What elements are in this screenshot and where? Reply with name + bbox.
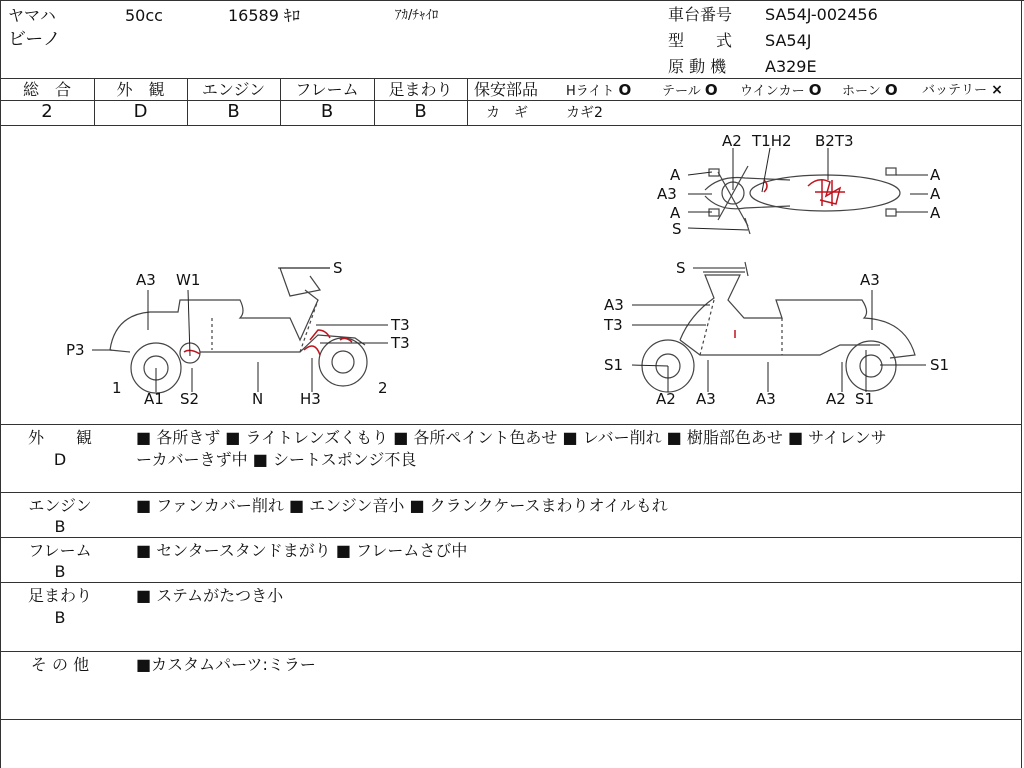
label-right-A3-top: A3 (860, 271, 880, 289)
engine-grade-value: B (227, 101, 240, 122)
label-right-S: S (676, 259, 686, 277)
label-top-A3: A3 (657, 185, 677, 203)
safety-item-mark: O (618, 81, 632, 99)
engine-code-label: 原 動 機 (668, 57, 727, 76)
label-left-T3-a: T3 (391, 316, 410, 334)
label-left-N: N (252, 390, 264, 408)
label-top-A-2: A (670, 204, 681, 222)
label-right-A3-a: A3 (604, 296, 624, 314)
total-grade-value: 2 (41, 101, 53, 122)
safety-parts-label: 保安部品 (474, 80, 539, 99)
suspension-grade-value: B (414, 101, 427, 122)
label-left-T3-b: T3 (391, 334, 410, 352)
total-grade-label: 総 合 (22, 80, 71, 99)
safety-item-name: バッテリー (922, 83, 988, 98)
label-top-B2T3: B2T3 (815, 132, 854, 150)
label-left-W1: W1 (176, 271, 201, 289)
label-top-A2: A2 (722, 132, 742, 150)
note-label-frame: フレーム (28, 541, 92, 560)
label-left-2: 2 (378, 379, 388, 397)
displacement: 50cc (125, 6, 163, 25)
note-text-exterior-2: ーカバーきず中 ■ シートスポンジ不良 (136, 450, 417, 469)
scooter-top-view (705, 166, 900, 234)
frame-grade-label: フレーム (295, 80, 359, 99)
label-right-S1-c: S1 (855, 390, 875, 408)
frame-grade-value: B (320, 101, 334, 122)
label-right-A2-a: A2 (656, 390, 676, 408)
note-text-suspension: ■ ステムがたつき小 (136, 586, 284, 605)
label-right-T3: T3 (604, 316, 623, 334)
label-top-S: S (672, 220, 682, 238)
engine-grade-label: エンジン (201, 80, 266, 99)
exterior-grade-value: D (133, 101, 148, 122)
label-right-A3-b: A3 (696, 390, 716, 408)
note-text-frame: ■ センタースタンドまがり ■ フレームさび中 (136, 541, 468, 560)
note-text-other: ■カスタムパーツ:ミラー (136, 655, 316, 674)
label-right-A2-b: A2 (826, 390, 846, 408)
exterior-grade-label: 外 観 (116, 80, 165, 99)
note-grade-frame: B (54, 562, 66, 581)
note-grade-exterior: D (53, 450, 67, 469)
safety-item-name: ホーン (842, 84, 881, 99)
label-top-A-4: A (930, 185, 941, 203)
maker-name: ヤマハ (8, 6, 56, 25)
suspension-grade-label: 足まわり (388, 80, 453, 99)
label-top-A-5: A (930, 204, 941, 222)
safety-item-mark: × (991, 82, 1003, 98)
safety-item-mark: O (704, 81, 718, 99)
color: ｱｶ/ﾁｬｲﾛ (395, 8, 439, 23)
label-right-S1-a: S1 (604, 356, 624, 374)
label-right-A3-c: A3 (756, 390, 776, 408)
key-value: カギ2 (566, 105, 603, 121)
label-left-1: 1 (112, 379, 122, 397)
safety-item-name: テール (662, 84, 701, 99)
safety-item-name: ウインカー (740, 84, 805, 99)
note-text-exterior-1: ■ 各所きず ■ ライトレンズくもり ■ 各所ペイント色あせ ■ レバー削れ ■ 樹脂部色あせ ■ サイレンサ (136, 428, 887, 447)
label-top-T1H2: T1H2 (752, 132, 792, 150)
safety-item-mark: O (884, 81, 898, 99)
label-left-S: S (333, 259, 343, 277)
frame-number-label: 車台番号 (668, 5, 733, 24)
label-left-A3: A3 (136, 271, 156, 289)
frame-number-value: SA54J-002456 (765, 5, 878, 24)
label-left-H3: H3 (300, 390, 321, 408)
mileage: 16589 ｷﾛ (228, 6, 300, 25)
model-type-label: 型 式 (668, 31, 733, 50)
label-left-A1: A1 (144, 390, 164, 408)
model-type-value: SA54J (765, 31, 812, 50)
note-label-suspension: 足まわり (27, 586, 92, 605)
safety-item-name: Hライト (566, 84, 615, 99)
note-label-other: そ の 他 (30, 655, 90, 674)
key-label: カ ギ (486, 105, 528, 121)
label-right-S1-b: S1 (930, 356, 950, 374)
note-label-engine: エンジン (28, 496, 92, 515)
engine-code-value: A329E (765, 57, 817, 76)
label-top-A-1: A (670, 166, 681, 184)
label-left-S2: S2 (180, 390, 200, 408)
label-top-A-3: A (930, 166, 941, 184)
note-grade-suspension: B (54, 608, 66, 627)
note-grade-engine: B (54, 517, 66, 536)
model-name: ビーノ (8, 29, 61, 50)
label-left-P3: P3 (66, 341, 85, 359)
note-label-exterior: 外 観 (27, 428, 92, 447)
note-text-engine: ■ ファンカバー削れ ■ エンジン音小 ■ クランクケースまわりオイルもれ (136, 496, 668, 515)
safety-item-mark: O (808, 81, 822, 99)
